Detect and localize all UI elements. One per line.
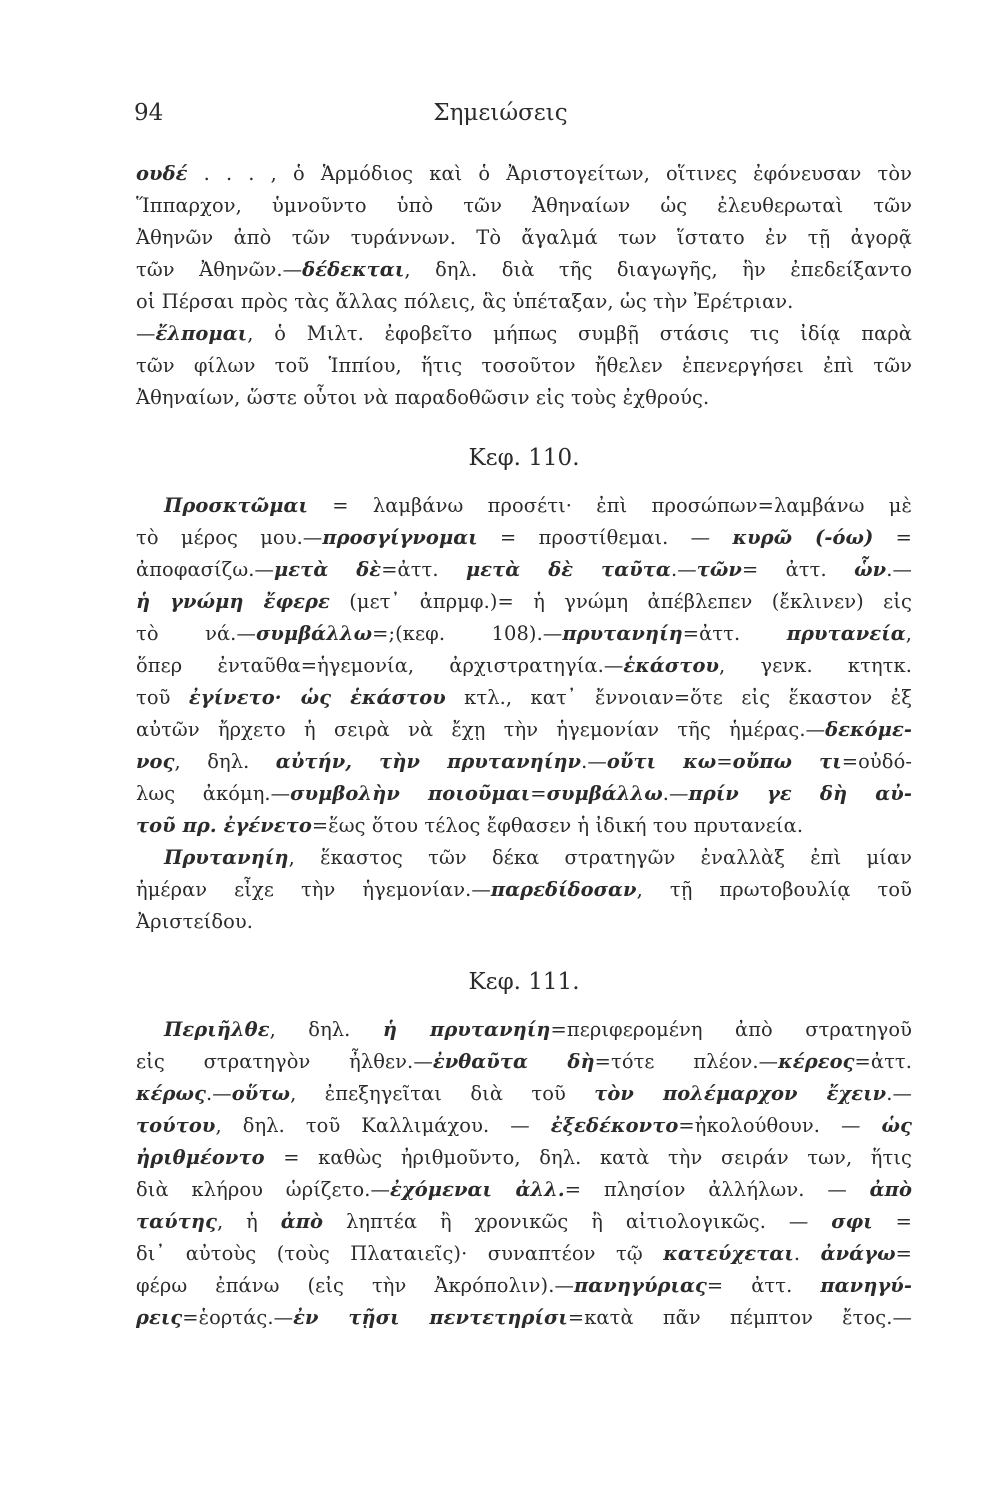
- lemma: παρεδίδοσαν: [490, 878, 637, 901]
- gloss-text: φέρω ἐπάνω (εἰς τὴν Ἀκρόπολιν).—: [136, 1274, 574, 1297]
- text-line: [136, 522, 912, 554]
- lemma: συμβάλλω: [546, 782, 663, 805]
- gloss-text: = πλησίον ἀλλήλων. —: [564, 1178, 870, 1201]
- gloss-text: =: [873, 526, 912, 549]
- gloss-text: τὸ νά.—: [136, 622, 256, 645]
- lemma: συμβολὴν ποιοῦμαι: [290, 782, 531, 805]
- gloss-text: , ὁ Μιλτ. ἐφοβεῖτο μήπως συμβῇ στάσις τις ἰδίᾳ παρὰ: [247, 322, 912, 345]
- gloss-text: =ἀττ.: [682, 622, 787, 645]
- gloss-text: =ἑορτάς.—: [182, 1306, 294, 1329]
- gloss-text: .—: [581, 750, 607, 773]
- gloss-text: δι᾽ αὐτοὺς (τοὺς Πλαταιεῖς)· συναπτέον τῷ: [136, 1242, 664, 1265]
- gloss-text: , δηλ.: [269, 1018, 383, 1041]
- lemma: μετὰ δὲ ταῦτα: [465, 558, 671, 581]
- gloss-text: , δηλ. διὰ τῆς διαγωγῆς, ἣν ἐπεδείξαντο: [404, 258, 912, 281]
- text-line: [136, 1206, 912, 1238]
- gloss-text: ἡμέραν εἶχε τὴν ἡγεμονίαν.—: [136, 878, 491, 901]
- lemma: πρυτανεία: [786, 622, 906, 645]
- lemma: προσγίγνομαι: [322, 526, 478, 549]
- lemma: κυρῶ (-όω): [732, 526, 874, 549]
- gloss-text: Ἵππαρχον, ὑμνοῦντο ὑπὸ τῶν Ἀθηναίων ὡς ἐλευθερωταὶ τῶν: [136, 194, 912, 217]
- text-line: [136, 618, 912, 650]
- lemma: Προσκτῶμαι: [164, 494, 308, 517]
- text-line: [136, 714, 912, 746]
- lemma: ἐγίνετο· ὡς ἑκάστου: [188, 686, 446, 709]
- lemma: ἑκάστου: [623, 654, 720, 677]
- lemma: ρεις: [136, 1306, 183, 1329]
- gloss-text: (μετ᾽ ἀπρμφ.)= ἡ γνώμη ἀπέβλεπεν (ἔκλινεν) εἰς: [329, 590, 912, 613]
- lemma: οὕτω: [231, 1082, 291, 1105]
- notes-section-3: [136, 1014, 912, 1334]
- gloss-text: = ἀττ.: [706, 1274, 821, 1297]
- lemma: ἡ γνώμη ἔφερε: [136, 590, 330, 613]
- lemma: πρυτανηίη: [562, 622, 683, 645]
- lemma: αὐτήν, τὴν πρυτανηίην: [275, 750, 582, 773]
- lemma: τῶν: [696, 558, 742, 581]
- gloss-text: ὅπερ ἐνταῦθα=ἡγεμονία, ἀρχιστρατηγία.—: [136, 654, 624, 677]
- chapter-heading-111: Κεφ. 111.: [468, 969, 580, 995]
- gloss-text: , δηλ. τοῦ Καλλιμάχου. —: [215, 1114, 551, 1137]
- gloss-text: .—: [670, 558, 697, 581]
- text-line: [136, 682, 912, 714]
- lemma: οὔτι κω: [606, 750, 717, 773]
- gloss-text: ἀποφασίζω.—: [136, 558, 274, 581]
- lemma: τούτου: [136, 1114, 216, 1137]
- lemma: τὸν πολέμαρχον ἔχειν: [594, 1082, 887, 1105]
- lemma: ἔλπομαι: [155, 322, 248, 345]
- gloss-text: , δηλ.: [174, 750, 276, 773]
- text-line: [136, 746, 912, 778]
- gloss-text: τὸ μέρος μου.—: [136, 526, 323, 549]
- gloss-text: .: [793, 1242, 821, 1265]
- text-line: [136, 490, 912, 522]
- gloss-text: κτλ., κατ᾽ ἔννοιαν=ὅτε εἰς ἕκαστον ἐξ: [445, 686, 912, 709]
- gloss-text: =: [716, 750, 733, 773]
- gloss-text: Ἀριστείδου.: [136, 910, 254, 933]
- gloss-text: =κατὰ πᾶν πέμπτον ἔτος.—: [567, 1306, 912, 1329]
- gloss-text: =: [895, 1242, 912, 1265]
- lemma: κέρεος: [778, 1050, 855, 1073]
- gloss-text: = προστίθεμαι. —: [477, 526, 733, 549]
- text-line: [136, 906, 912, 938]
- text-line: [136, 1238, 912, 1270]
- gloss-text: —: [136, 322, 156, 345]
- lemma: πανηγύ-: [820, 1274, 912, 1297]
- text-line: [136, 1142, 912, 1174]
- gloss-text: τοῦ: [136, 686, 189, 709]
- gloss-text: .—: [662, 782, 689, 805]
- gloss-text: , ἡ: [216, 1210, 281, 1233]
- text-line: [136, 842, 912, 874]
- lemma: ἠριθμέοντο: [136, 1146, 265, 1169]
- text-line: [136, 350, 912, 382]
- lemma: ἐχόμεναι ἀλλ.: [390, 1178, 565, 1201]
- lemma: ουδέ: [136, 162, 188, 185]
- notes-section-2: [136, 490, 912, 938]
- lemma: Πρυτανηίη: [164, 846, 289, 869]
- gloss-text: = καθὼς ἠριθμοῦντο, δηλ. κατὰ τὴν σειράν των, ἥτις: [264, 1146, 912, 1169]
- text-line: [136, 318, 912, 350]
- gloss-text: = λαμβάνω προσέτι· ἐπὶ προσώπων=λαμβάνω μὲ: [308, 494, 912, 517]
- gloss-text: =οὐδό-: [841, 750, 912, 773]
- gloss-text: τῶν Ἀθηνῶν.—: [136, 258, 303, 281]
- lemma: Περιῆλθε: [164, 1018, 270, 1041]
- lemma: ἐξεδέκοντο: [550, 1114, 679, 1137]
- text-line: [136, 554, 912, 586]
- text-line: [136, 1078, 912, 1110]
- lemma: μετὰ δὲ: [274, 558, 382, 581]
- gloss-text: =: [872, 1210, 912, 1233]
- gloss-text: αὐτῶν ἤρχετο ἡ σειρὰ νὰ ἔχῃ τὴν ἡγεμονίαν τῆς ἡμέρας.—: [136, 718, 826, 741]
- text-line: [136, 286, 912, 318]
- text-line: [136, 1302, 912, 1334]
- chapter-heading-110: Κεφ. 110.: [468, 445, 580, 471]
- text-line: [136, 254, 912, 286]
- text-line: [136, 810, 912, 842]
- gloss-text: = ἀττ.: [741, 558, 855, 581]
- gloss-text: ληπτέα ἢ χρονικῶς ἢ αἰτιολογικῶς. —: [323, 1210, 832, 1233]
- gloss-text: .—: [206, 1082, 232, 1105]
- gloss-text: Ἀθηνῶν ἀπὸ τῶν τυράννων. Τὸ ἄγαλμά των ἵστατο ἐν τῇ ἀγορᾷ: [136, 226, 912, 249]
- lemma: τοῦ πρ. ἐγένετο: [136, 814, 312, 837]
- lemma: νος: [136, 750, 175, 773]
- gloss-text: , γενκ. κτητκ.: [719, 654, 912, 677]
- gloss-text: =ἠκολούθουν. —: [678, 1114, 882, 1137]
- text-line: [136, 1014, 912, 1046]
- text-line: [136, 1110, 912, 1142]
- gloss-text: Ἀθηναίων, ὥστε οὗτοι νὰ παραδοθῶσιν εἰς τοὺς ἐχθρούς.: [136, 386, 710, 409]
- gloss-text: =: [530, 782, 547, 805]
- notes-section-1: [136, 158, 912, 414]
- gloss-text: οἱ Πέρσαι πρὸς τὰς ἄλλας πόλεις, ἃς ὑπέταξαν, ὡς τὴν Ἐρέτριαν.: [136, 290, 794, 313]
- text-line: [136, 650, 912, 682]
- lemma: κατεύχεται: [663, 1242, 794, 1265]
- page-body: [136, 158, 912, 1334]
- gloss-text: .—: [886, 558, 912, 581]
- gloss-text: =;(κεφ. 108).—: [372, 622, 563, 645]
- text-line: [136, 1270, 912, 1302]
- lemma: ἐνθαῦτα δὴ: [432, 1050, 595, 1073]
- gloss-text: =τότε πλέον.—: [594, 1050, 779, 1073]
- lemma: ταύτης: [136, 1210, 217, 1233]
- text-line: [136, 778, 912, 810]
- lemma: πανηγύριας: [573, 1274, 707, 1297]
- text-line: [136, 1046, 912, 1078]
- gloss-text: τῶν φίλων τοῦ Ἱππίου, ἥτις τοσοῦτον ἤθελεν ἐπενεργήσει ἐπὶ τῶν: [136, 354, 912, 377]
- gloss-text: , ἕκαστος τῶν δέκα στρατηγῶν ἐναλλὰξ ἐπὶ μίαν: [288, 846, 912, 869]
- lemma: ὡς: [881, 1114, 912, 1137]
- gloss-text: , ἐπεξηγεῖται διὰ τοῦ: [290, 1082, 595, 1105]
- text-line: [136, 874, 912, 906]
- lemma: δεκόμε-: [825, 718, 912, 741]
- lemma: ἐν τῇσι πεντετηρίσι: [293, 1306, 568, 1329]
- lemma: συμβάλλω: [255, 622, 373, 645]
- gloss-text: =ἀττ.: [854, 1050, 912, 1073]
- gloss-text: . . . , ὁ Ἁρμόδιος καὶ ὁ Ἀριστογείτων, οἵτινες ἐφόνευσαν τὸν: [187, 162, 912, 185]
- text-line: [136, 382, 912, 414]
- lemma: σφι: [831, 1210, 873, 1233]
- running-title: Σημειώσεις: [433, 100, 568, 126]
- lemma: κέρως: [136, 1082, 206, 1105]
- gloss-text: =ἀττ.: [381, 558, 466, 581]
- gloss-text: .—: [886, 1082, 912, 1105]
- lemma: ἀνάγω: [820, 1242, 896, 1265]
- text-line: [136, 1174, 912, 1206]
- gloss-text: διὰ κλήρου ὡρίζετο.—: [136, 1178, 391, 1201]
- gloss-text: εἰς στρατηγὸν ἦλθεν.—: [136, 1050, 433, 1073]
- text-line: [136, 222, 912, 254]
- lemma: ἀπὸ: [280, 1210, 324, 1233]
- lemma: ἀπὸ: [869, 1178, 912, 1201]
- lemma: οὔπω τι: [732, 750, 842, 773]
- text-line: [136, 190, 912, 222]
- lemma: δέδεκται: [302, 258, 405, 281]
- text-line: [136, 158, 912, 190]
- gloss-text: λως ἀκόμη.—: [136, 782, 291, 805]
- gloss-text: =ἕως ὅτου τέλος ἔφθασεν ἡ ἰδική του πρυτανεία.: [311, 814, 804, 837]
- gloss-text: =περιφερομένη ἀπὸ στρατηγοῦ: [550, 1018, 913, 1041]
- text-line: [136, 586, 912, 618]
- gloss-text: ,: [905, 622, 912, 645]
- lemma: πρίν γε δὴ αὐ-: [688, 782, 912, 805]
- gloss-text: , τῇ πρωτοβουλίᾳ τοῦ: [636, 878, 912, 901]
- lemma: ὧν: [854, 558, 887, 581]
- page-number: 94: [134, 100, 164, 126]
- lemma: ἡ πρυτανηίη: [382, 1018, 551, 1041]
